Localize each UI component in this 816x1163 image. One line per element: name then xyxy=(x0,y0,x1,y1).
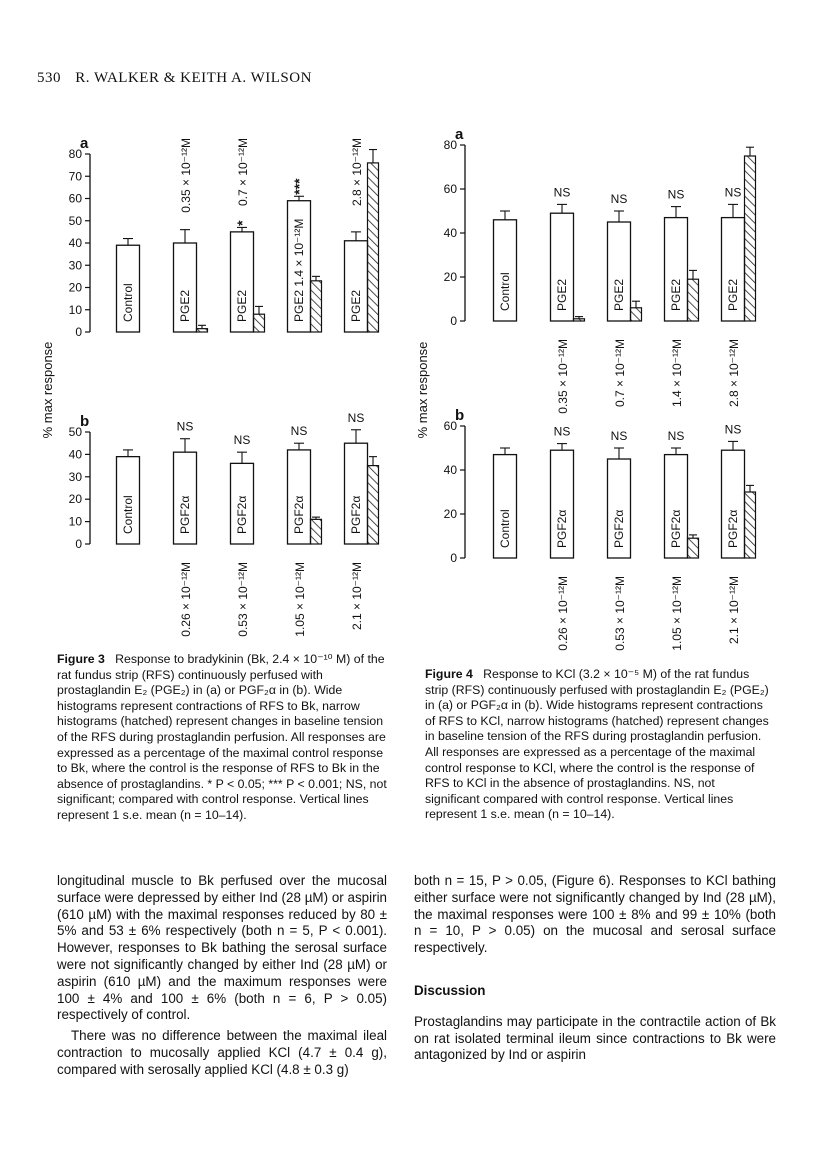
narrow-bar xyxy=(745,156,756,321)
running-header xyxy=(37,70,312,87)
figure-4-caption-text: Response to KCl (3.2 × 10⁻⁵ M) of the rat fundus strip (RFS) continuously perfused with prostaglandin E₂ (PGE₂) in (a) or PGF₂α in (b). Wide histograms represent contractions of RFS to KCl, narrow histograms (hatched) represent changes in baseline tension of the RFS during prostaglandin perfusion. All responses are expressed as a percentage of the maximal control response to KCl, where the control is the response of RFS to KCl in the absence of prostaglandins. NS, not significant compared with control response. Vertical lines represent 1 s.e. mean (n = 10–14). xyxy=(425,667,769,822)
y-tick-label: 0 xyxy=(450,551,457,565)
y-tick-label: 10 xyxy=(68,302,82,317)
figure-3 xyxy=(30,120,400,650)
y-tick-label: 20 xyxy=(443,507,457,521)
narrow-bar xyxy=(254,314,265,332)
y-tick-label: 50 xyxy=(68,213,82,228)
bar-label: PGF2α xyxy=(669,509,683,548)
significance-label: NS xyxy=(176,419,194,434)
significance-label: NS xyxy=(724,422,742,437)
y-tick-label: 60 xyxy=(68,191,82,206)
y-axis-label: % max response xyxy=(415,341,430,439)
bar-label: PGE2 xyxy=(555,278,569,311)
figure-3-caption-text: Response to bradykinin (Bk, 2.4 × 10⁻¹⁰ M) of the rat fundus strip (RFS) continuously perfused with prostaglandin E₂ (PGE₂) in (a) or PGF₂α in (b). Wide histograms represent contractions of RFS to Bk, narrow histograms (hatched) represent changes in baseline tension of the RFS during prostaglandin perfusion. All responses are expressed as a percentage of the maximal control response to Bk, where the control is the response of RFS to Bk in the absence of prostaglandins. * P < 0.05; *** P < 0.001; NS, not significant; compared with control response. Vertical lines represent 1 s.e. mean (n = 10–14). xyxy=(57,652,387,822)
y-tick-label: 20 xyxy=(443,270,457,284)
narrow-bar xyxy=(368,466,379,544)
figure-4 xyxy=(405,120,785,660)
concentration-label: 0.7 × 10⁻¹²M xyxy=(613,339,627,408)
bar-label: PGE2 1.4 × 10⁻¹²M xyxy=(292,218,306,322)
bar-label: PGE2 xyxy=(349,289,363,322)
y-tick-label: 30 xyxy=(68,258,82,273)
right-paragraph-1: both n = 15, P > 0.05, (Figure 6). Responses to KCl bathing either surface were not significantly changed by Ind (28 µM), the maximal responses were 100 ± 8% and 99 ± 10% (both n = 10, P > 0.05) on the mucosal and serosal surface respectively. xyxy=(414,873,776,956)
right-paragraph-2: Prostaglandins may participate in the contractile action of Bk on rat isolated terminal ileum since contractions to Bk were antagonized by Ind or aspirin xyxy=(414,1013,776,1063)
bar-label: PGE2 xyxy=(178,289,192,322)
significance-label: NS xyxy=(347,410,365,425)
concentration-label: 1.05 × 10⁻¹²M xyxy=(670,576,684,651)
right-column xyxy=(414,873,776,1068)
panel-letter: b xyxy=(80,413,90,430)
narrow-bar xyxy=(574,319,585,321)
figure-3-caption xyxy=(57,652,392,824)
y-tick-label: 40 xyxy=(68,236,82,250)
y-tick-label: 40 xyxy=(68,447,82,462)
bar-label: Control xyxy=(498,272,512,311)
significance-label: * xyxy=(234,220,250,226)
narrow-bar xyxy=(197,329,208,332)
y-tick-label: 30 xyxy=(68,469,82,484)
bar-label: PGF2α xyxy=(555,509,569,548)
bar-label: Control xyxy=(121,495,135,534)
concentration-label: 2.8 × 10⁻¹²M xyxy=(727,339,741,408)
authors: R. WALKER & KEITH A. WILSON xyxy=(75,70,312,86)
left-paragraph-1: longitudinal muscle to Bk perfused over the mucosal surface were depressed by either Ind (28 µM) or aspirin (610 µM) with the maximal responses reduced by 80 ± 5% and 53 ± 6% respectively (both n = 5, P < 0.001). However, responses to Bk bathing the serosal surface were not significantly changed by either Ind (28 µM) or aspirin (610 µM) and the maximum responses were 100 ± 4% and 100 ± 6% (both n = 6, P > 0.05) respectively of control. xyxy=(57,873,387,1023)
concentration-label: 0.53 × 10⁻¹²M xyxy=(236,562,250,637)
concentration-label: 2.8 × 10⁻¹²M xyxy=(350,138,364,207)
discussion-heading: Discussion xyxy=(414,982,486,998)
significance-label: NS xyxy=(667,187,685,202)
left-paragraph-2: There was no difference between the maximal ileal contraction to mucosally applied KCl (4.7 ± 0.4 g), compared with serosally applied KCl (4.8 ± 0.3 g) xyxy=(57,1028,387,1077)
left-column xyxy=(57,873,387,1083)
narrow-bar xyxy=(688,538,699,558)
significance-label: NS xyxy=(553,185,571,200)
bar-label: PGE2 xyxy=(726,278,740,311)
panel-letter: b xyxy=(455,407,465,424)
concentration-label: 0.35 × 10⁻¹²M xyxy=(179,138,193,213)
concentration-label: 2.1 × 10⁻¹²M xyxy=(350,562,364,631)
bar-label: PGE2 xyxy=(235,289,249,322)
concentration-label: 0.53 × 10⁻¹²M xyxy=(613,576,627,651)
y-tick-label: 10 xyxy=(68,514,82,529)
bar-label: Control xyxy=(121,283,135,322)
bar-label: PGE2 xyxy=(669,278,683,311)
significance-label: NS xyxy=(290,424,308,439)
y-tick-label: 60 xyxy=(443,419,457,433)
figure-4-svg xyxy=(405,120,785,660)
y-tick-label: 60 xyxy=(443,182,457,196)
significance-label: NS xyxy=(667,429,685,443)
bar-label: PGF2α xyxy=(292,495,306,534)
y-tick-label: 20 xyxy=(68,492,82,507)
bar-label: PGF2α xyxy=(349,495,363,534)
significance-label: NS xyxy=(724,185,742,200)
figure-3-caption-label: Figure 3 xyxy=(57,652,105,666)
narrow-bar xyxy=(745,492,756,558)
y-tick-label: 80 xyxy=(68,147,82,161)
bar-label: PGF2α xyxy=(235,495,249,534)
bar-label: Control xyxy=(498,509,512,548)
concentration-label: 2.1 × 10⁻¹²M xyxy=(727,576,741,645)
significance-label: *** xyxy=(291,178,307,195)
narrow-bar xyxy=(631,308,642,321)
concentration-label: 0.26 × 10⁻¹²M xyxy=(179,562,193,637)
concentration-label: 1.4 × 10⁻¹²M xyxy=(670,339,684,408)
significance-label: NS xyxy=(610,429,628,443)
narrow-bar xyxy=(368,163,379,332)
significance-label: NS xyxy=(233,433,251,448)
significance-label: NS xyxy=(610,192,628,206)
y-tick-label: 50 xyxy=(68,425,82,439)
bar-label: PGF2α xyxy=(178,495,192,534)
y-tick-label: 70 xyxy=(68,169,82,184)
bar-label: PGF2α xyxy=(726,509,740,548)
concentration-label: 0.7 × 10⁻¹²M xyxy=(236,138,250,207)
concentration-label: 1.05 × 10⁻¹²M xyxy=(293,562,307,637)
y-tick-label: 0 xyxy=(75,325,82,339)
panel-letter: a xyxy=(80,135,89,152)
concentration-label: 0.35 × 10⁻¹²M xyxy=(556,339,570,414)
y-tick-label: 40 xyxy=(443,226,457,240)
narrow-bar xyxy=(311,281,322,332)
narrow-bar xyxy=(311,519,322,544)
panel-letter: a xyxy=(455,126,464,143)
narrow-bar xyxy=(688,279,699,321)
y-tick-label: 0 xyxy=(450,314,457,328)
y-tick-label: 40 xyxy=(443,463,457,477)
figure-3-svg xyxy=(30,120,400,650)
significance-label: NS xyxy=(553,424,571,439)
y-tick-label: 80 xyxy=(443,138,457,152)
concentration-label: 0.26 × 10⁻¹²M xyxy=(556,576,570,651)
y-tick-label: 20 xyxy=(68,280,82,295)
bar-label: PGF2α xyxy=(612,509,626,548)
bar-label: PGE2 xyxy=(612,278,626,311)
page-number: 530 xyxy=(37,70,61,86)
figure-4-caption-label: Figure 4 xyxy=(425,667,473,681)
y-axis-label: % max response xyxy=(40,341,55,439)
y-tick-label: 0 xyxy=(75,537,82,551)
figure-4-caption xyxy=(425,667,770,823)
